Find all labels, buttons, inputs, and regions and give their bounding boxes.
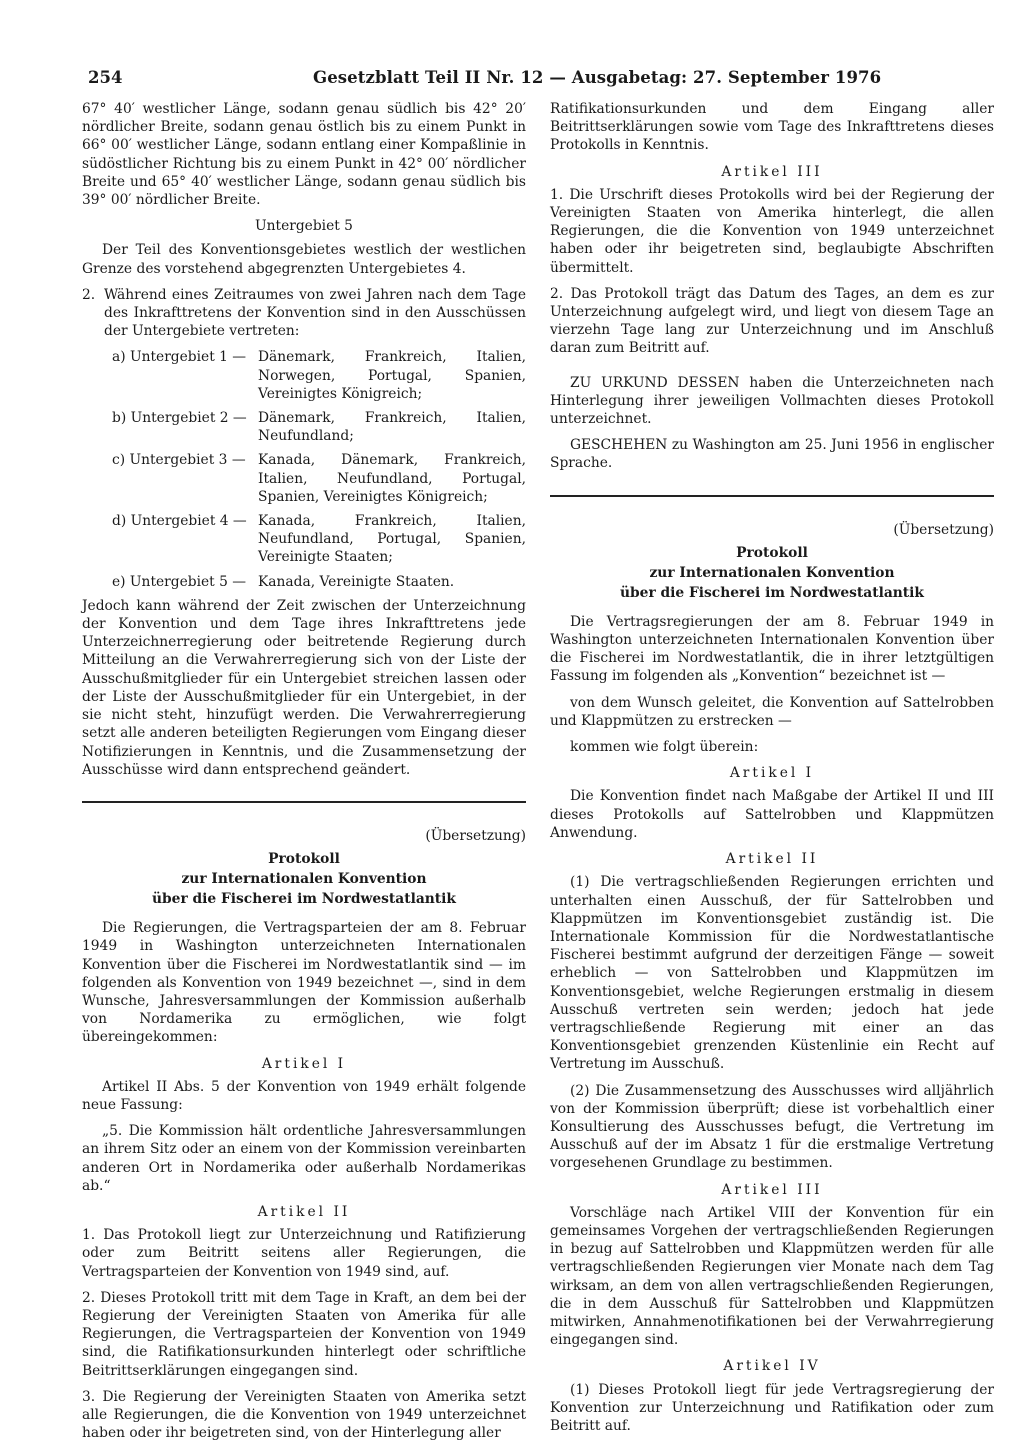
preamble: Die Regierungen, die Vertragsparteien der am 8. Februar 1949 in Washington unterzeichneten Internationalen Konvention über die Fischerei im Nordwestatlantik sind — im folgenden als Konvention von 1949 bezeichnet —, sind in dem Wunsche, Jahresversammlungen der Kommission außerhalb von Nordamerika zu ermöglichen, wie folgt übereingekommen: [82,920,526,1046]
page-number: 254 [88,68,123,87]
jedoch-paragraph: Jedoch kann während der Zeit zwischen der Unterzeichnung der Konvention und dem Tage ihres Inkrafttretens jede Unterzeichnerregierung oder beitretende Regierung durch Mitteilung an die Verwahrerregierung sich von der Liste der Ausschußmitglieder für ein Untergebiet streichen lassen oder der Liste der Ausschußmitglieder für ein Untergebiet, in der sie nicht steht, hinzufügt werden. Die Verwahrerregierung setzt alle anderen beteiligten Regierungen vom Eingang dieser Notifizierungen in Kenntnis, und die Zusammensetzung der Ausschüsse wird dann entsprechend geändert. [82,597,526,778]
article-heading: Artikel III [721,163,823,180]
list-item [112,512,526,567]
boundary-paragraph: 67° 40′ westlicher Länge, sodann genau südlich bis 42° 20′ nördlicher Breite, sodann genau östlich bis zu einem Punkt in 66° 00′ westlicher Länge, sodann entlang einer Kompaßlinie in südöstlicher Richtung bis zu einem Punkt in 42° 00′ nördlicher Breite und 65° 40′ westlicher Länge, sodann genau südlich bis 39° 00′ nördlicher Breite. [82,101,526,209]
subarea-countries: Kanada, Frankreich, Italien, Neufundland, Portugal, Spanien, Vereinigte Staaten; [258,513,526,566]
protocol-title [82,849,526,909]
untergebiet-5-text: Der Teil des Konventionsgebietes westlich der westlichen Grenze des vorstehend abgegrenzten Untergebietes 4. [82,242,526,277]
protocol-title-line: über die Fischerei im Nordwestatlantik [152,891,456,908]
article-paragraph: 2. Dieses Protokoll tritt mit dem Tage in Kraft, an dem bei der Regierung der Vereinigten Staaten von Amerika für alle Regierungen, die Vertragsparteien der Konvention von 1949 sind, die Ratifikationsurkunden hinterlegt oder schriftliche Beitrittserklärungen eingegangen sind. [82,1289,526,1379]
numbered-item-2 [82,286,526,341]
article-heading: Artikel II [257,1203,351,1220]
left-column [82,100,526,1450]
article-paragraph: (1) Die vertragschließenden Regierungen errichten und unterhalten einen Ausschuß, der für Sattelrobben und Klappmützen im Konventionsgebiet zuständig ist. Die Internationale Kommission für die Nordwestatlantische Fischerei bestimmt aufgrund der derzeitigen Fänge — soweit erheblich — von Sattelrobben und Klappmützen im Konventionsgebiet, welche Regierungen erstmalig in diesem Ausschuß vertreten sein werden; jedoch hat jede vertragschließende Regierung mit einer an das Konventionsgebiet grenzenden Küstenlinie ein Recht auf Vertretung im Ausschuß. [550,874,994,1073]
subarea-countries: Dänemark, Frankreich, Italien, Neufundland; [258,410,526,445]
article-heading: Artikel III [721,1181,823,1198]
protocol-title-line: Protokoll [268,851,340,868]
article-text: (1) Dieses Protokoll liegt für jede Vertragsregierung der Konvention zur Unterzeichnung und Ratifikation oder zum Beitritt auf. [550,1381,994,1434]
preamble-wish: von dem Wunsch geleitet, die Konvention auf Sattelrobben und Klappmützen zu erstrecken — [550,694,994,729]
subarea-label: d) Untergebiet 4 — [112,513,247,530]
article-text: Die Konvention findet nach Maßgabe der Artikel II und III dieses Protokolls auf Sattelrobben und Klappmützen Anwendung. [550,788,994,841]
subarea-label: c) Untergebiet 3 — [112,452,246,469]
protocol-title-line: Protokoll [736,544,808,561]
translation-note: (Übersetzung) [893,521,994,538]
list-item [112,409,526,445]
subarea-countries: Kanada, Dänemark, Frankreich, Italien, Neufundland, Portugal, Spanien, Vereinigtes Königreich; [258,452,526,505]
urkund-paragraph: ZU URKUND DESSEN haben die Unterzeichneten nach Hinterlegung ihrer jeweiligen Vollmachten dieses Protokoll unterzeichnet. [550,374,994,428]
item-number: 2. [82,286,96,303]
subarea-label: b) Untergebiet 2 — [112,410,247,427]
protocol-title-line: zur Internationalen Konvention [181,871,427,888]
protocol-title-line: zur Internationalen Konvention [649,564,895,581]
geschehen-paragraph: GESCHEHEN zu Washington am 25. Juni 1956 in englischer Sprache. [550,437,994,472]
protocol-title-line: über die Fischerei im Nordwestatlantik [620,584,924,601]
preamble: Die Vertragsregierungen der am 8. Februar 1949 in Washington unterzeichneten Internationalen Konvention über die Fischerei im Nordwestatlantik, die in ihrer letztgültigen Fassung im folgenden als „Konvention“ bezeichnet ist — [550,613,994,685]
translation-note: (Übersetzung) [425,827,526,844]
right-column [550,100,994,1443]
protocol-title [550,543,994,603]
article-heading: Artikel II [725,851,819,868]
list-item [112,573,526,591]
article-paragraph: 1. Das Protokoll liegt zur Unterzeichnung und Ratifizierung oder zum Beitritt seitens aller Regierungen, die Vertragsparteien der Konvention von 1949 sind, auf. [82,1227,526,1280]
article-heading: Artikel IV [723,1358,821,1375]
subarea-label: e) Untergebiet 5 — [112,573,247,590]
article-quote: „5. Die Kommission hält ordentliche Jahresversammlungen an ihrem Sitz oder an einem von der Kommission vereinbarten anderen Ort in Nordamerika oder außerhalb Nordamerikas ab.“ [82,1123,526,1194]
article-paragraph: 2. Das Protokoll trägt das Datum des Tages, an dem es zur Unterzeichnung aufgelegt wird, und liegt von diesem Tage an vierzehn Tage lang zur Unterzeichnung und im Anschluß daran zum Beitritt auf. [550,285,994,357]
subarea-list [112,348,526,590]
subarea-countries: Kanada, Vereinigte Staaten. [258,573,455,590]
article-paragraph: 1. Die Urschrift dieses Protokolls wird bei der Regierung der Vereinigten Staaten von Amerika hinterlegt, die allen Regierungen, die die Konvention von 1949 unterzeichnet haben oder ihr beigetreten sind, beglaubigte Abschriften übermittelt. [550,186,994,276]
article-heading: Artikel I [261,1055,347,1072]
list-item [112,348,526,403]
subarea-countries: Dänemark, Frankreich, Italien, Norwegen, Portugal, Spanien, Vereinigtes Königreich; [258,349,526,402]
item-text: Während eines Zeitraumes von zwei Jahren nach dem Tage des Inkrafttretens der Konvention sind in den Ausschüssen der Untergebiete vertreten: [104,286,526,340]
running-title: Gesetzblatt Teil II Nr. 12 — Ausgabetag: 27. September 1976 [313,68,882,87]
page-header [88,68,996,94]
list-item [112,451,526,506]
untergebiet-5-heading: Untergebiet 5 [255,218,353,235]
article-text: Artikel II Abs. 5 der Konvention von 1949 erhält folgende neue Fassung: [82,1078,526,1113]
section-divider [550,495,994,497]
continuation-paragraph: Ratifikationsurkunden und dem Eingang aller Beitrittserklärungen sowie vom Tage des Inkrafttretens dieses Protokolls in Kenntnis. [550,101,994,154]
preamble-agree: kommen wie folgt überein: [570,739,759,756]
article-paragraph: (2) Die Zusammensetzung des Ausschusses wird alljährlich von der Kommission überprüft; diese ist vorbehaltlich einer Konsultierung des Ausschusses befugt, die Vertretung im Ausschuß auf der im Absatz 1 für die erstmalige Vertretung vorgesehenen Grundlage zu bestimmen. [550,1082,994,1172]
section-divider [82,801,526,803]
article-heading: Artikel I [729,765,815,782]
article-paragraph: 3. Die Regierung der Vereinigten Staaten von Amerika setzt alle Regierungen, die die Konvention von 1949 unterzeichnet haben oder ihr beigetreten sind, von der Hinterlegung aller [82,1388,526,1442]
subarea-label: a) Untergebiet 1 — [112,349,247,366]
article-text: Vorschläge nach Artikel VIII der Konvention für ein gemeinsames Vorgehen der vertragschließenden Regierungen in bezug auf Sattelrobben und Klappmützen werden für alle vertragschließenden Regierungen vier Monate nach dem Tag wirksam, an dem von allen vertragschließenden Regierungen, die in dem Ausschuß für Sattelrobben und Klappmützen mitwirken, Annahmenotifikationen bei der Verwahrregierung eingegangen sind. [550,1204,994,1349]
